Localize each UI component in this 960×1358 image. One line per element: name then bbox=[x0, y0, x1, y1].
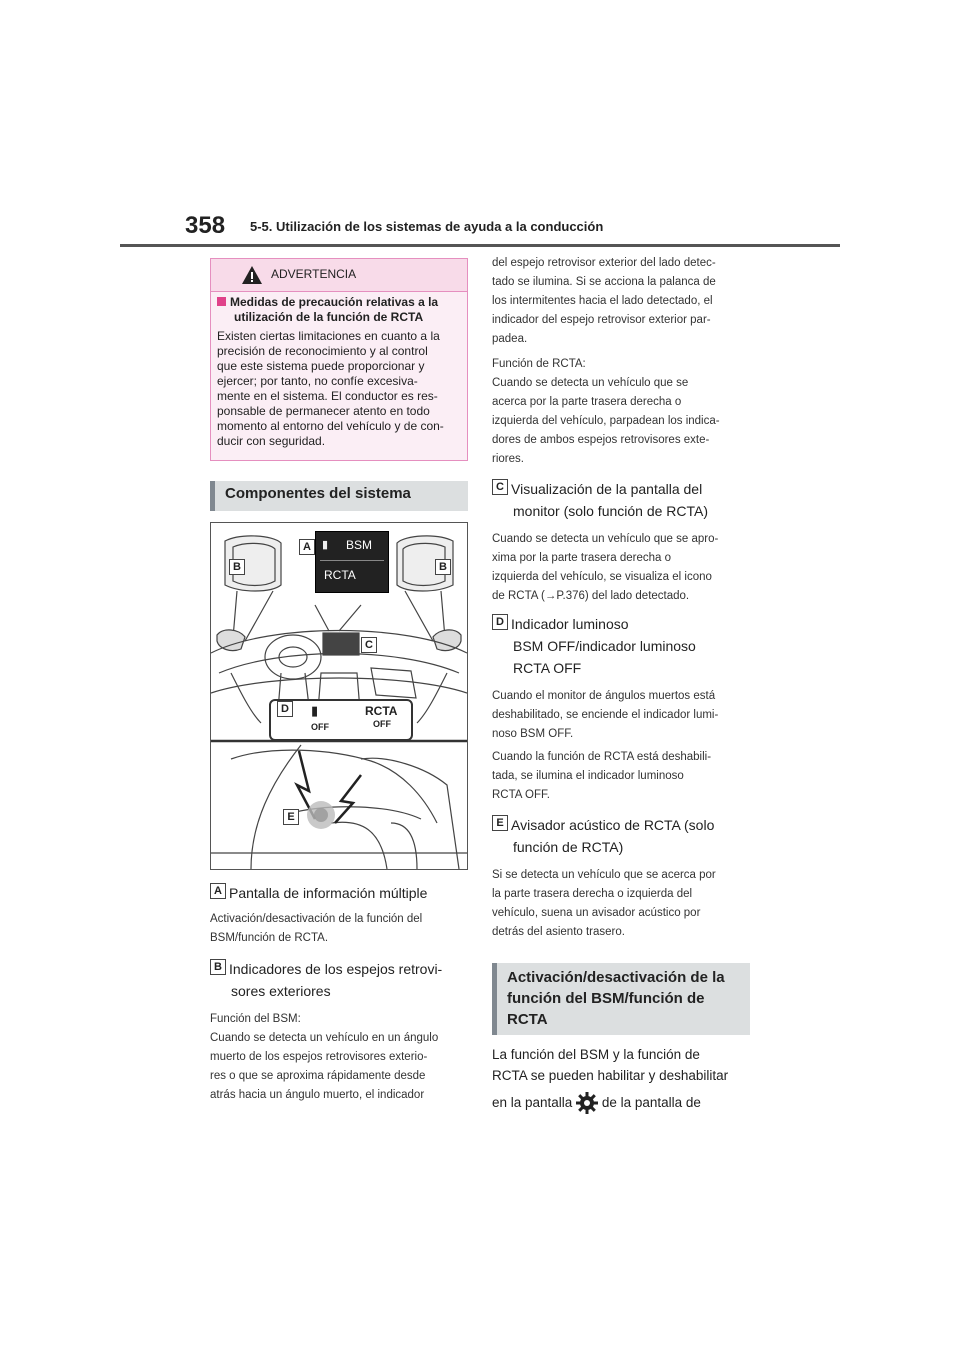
item-e: E Avisador acústico de RCTA (solo función de RCTA) Si se detecta un vehículo que se acerca por la parte trasera derecha o izquierda del vehículo, suena un avisador acústico por detrás del asiento trasero. bbox=[492, 817, 716, 938]
figure-label-e: E bbox=[283, 809, 299, 825]
item-label-d: D bbox=[492, 614, 508, 630]
pink-square-icon bbox=[217, 297, 226, 306]
item-b-continued: del espejo retrovisor exterior del lado detec- tado se ilumina. Si se acciona la palanca de los intermitentes hacia el lado detectado, el indicador del espejo retrovisor exterior par- padea. Función de RCTA: Cuando se detecta un vehículo que se acerca por la parte trasera derecha o izquierda del vehículo, parpadean los indica- dores de ambos espejos retrovisores exte- riores. bbox=[492, 257, 720, 465]
warning-header bbox=[211, 259, 467, 292]
display-bsm-text: BSM bbox=[346, 538, 373, 552]
figure-label-b-right: B bbox=[435, 559, 451, 575]
item-b: B Indicadores de los espejos retrovi- sores exteriores Función del BSM: Cuando se detecta un vehículo en un ángulo muerto de los espejos retrovisores exterio- res o que se aproxima rápidamente desde atrás hacia un ángulo muerto, el indicador bbox=[210, 961, 443, 1101]
bsm-off-icon: ▮ bbox=[311, 703, 319, 718]
bsm-off-text: OFF bbox=[311, 722, 329, 732]
display-divider bbox=[320, 560, 384, 561]
section-heading-components: Componentes del sistema bbox=[210, 481, 468, 511]
warning-title: ADVERTENCIA bbox=[271, 267, 357, 281]
header-rule bbox=[120, 244, 840, 247]
warning-body: Existen ciertas limitaciones en cuanto a la precisión de reconocimiento y al control que este sistema puede proporcionar y ejercer; por tanto, no confíe excesiva- mente en el sistema. El conductor es res- ponsable de permanecer atento en todo momento al entorno del vehículo y de con- ducir con seguridad. bbox=[217, 329, 444, 448]
item-c: C Visualización de la pantalla del monitor (solo función de RCTA) Cuando se detecta un vehículo que se apro- xima por la parte trasera derecha o izquierda del vehículo, se visualiza el icono de RCTA (→P.376) del lado detectado. bbox=[492, 481, 719, 602]
multi-info-display-inset bbox=[315, 531, 389, 593]
activation-text: La función del BSM y la función de RCTA se pueden habilitar y deshabilitar en la pantalla de la pantalla de bbox=[492, 1044, 754, 1114]
display-rcta-text: RCTA bbox=[324, 568, 356, 582]
item-a: A Pantalla de información múltiple Activación/desactivación de la función del BSM/función de RCTA. bbox=[210, 885, 428, 944]
item-d: D Indicador luminoso BSM OFF/indicador luminoso RCTA OFF Cuando el monitor de ángulos muertos está deshabilitado, se enciende el indicador lumi- noso BSM OFF. Cuando la función de RCTA está deshabili- tada, se ilumina el indicador luminoso RCTA OFF. bbox=[492, 616, 719, 801]
chapter-title: 5-5. Utilización de los sistemas de ayuda a la conducción bbox=[250, 219, 604, 234]
warning-subtitle: Medidas de precaución relativas a la utilización de la función de RCTA bbox=[217, 295, 461, 325]
page-number: 358 bbox=[185, 212, 226, 239]
item-label-a: A bbox=[210, 883, 226, 899]
item-label-c: C bbox=[492, 479, 508, 495]
item-label-b: B bbox=[210, 959, 226, 975]
section-heading-activation: Activación/desactivación de la función del BSM/función de RCTA bbox=[492, 963, 750, 1035]
gear-icon bbox=[576, 1092, 598, 1114]
item-a-title: Pantalla de información múltiple bbox=[229, 885, 428, 901]
warning-triangle-icon bbox=[241, 265, 263, 285]
figure-label-b-left: B bbox=[229, 559, 245, 575]
rcta-off-text: OFF bbox=[373, 719, 391, 729]
figure-label-c: C bbox=[361, 637, 377, 653]
item-label-e: E bbox=[492, 815, 508, 831]
rcta-indicator-text: RCTA bbox=[365, 704, 398, 718]
bsm-icon: ▮ bbox=[322, 539, 329, 551]
figure-label-a: A bbox=[299, 539, 315, 555]
warning-box bbox=[210, 258, 468, 461]
figure-label-d: D bbox=[277, 701, 293, 717]
system-components-figure bbox=[210, 522, 468, 870]
